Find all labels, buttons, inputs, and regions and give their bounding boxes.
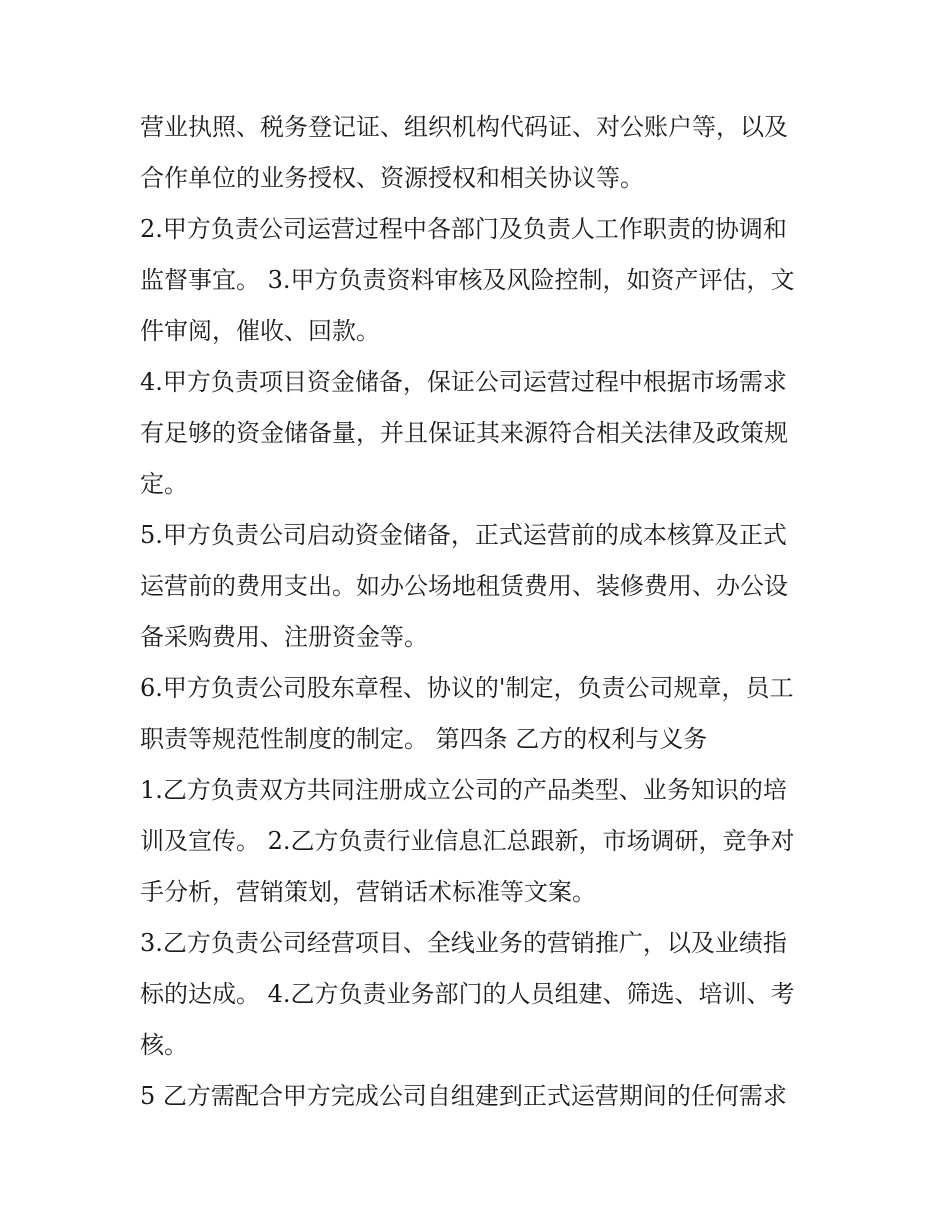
- text-line: 定。: [140, 470, 188, 498]
- document-body: [140, 102, 812, 1122]
- text-line: 1.乙方负责双方共同注册成立公司的产品类型、业务知识的培: [140, 776, 787, 804]
- text-line: 核。: [140, 1031, 188, 1059]
- text-line: 3.乙方负责公司经营项目、全线业务的营销推广，以及业绩指: [140, 929, 787, 957]
- text-line: 营业执照、税务登记证、组织机构代码证、对公账户等，以及: [140, 113, 788, 141]
- text-line: 件审阅，催收、回款。: [140, 317, 380, 345]
- text-line: 5.甲方负责公司启动资金储备，正式运营前的成本核算及正式: [140, 521, 787, 549]
- text-line: 合作单位的业务授权、资源授权和相关协议等。: [140, 164, 644, 192]
- text-line: 有足够的资金储备量，并且保证其来源符合相关法律及政策规: [140, 419, 788, 447]
- text-line: 手分析，营销策划，营销话术标准等文案。: [140, 878, 596, 906]
- text-line: 运营前的费用支出。如办公场地租赁费用、装修费用、办公设: [140, 572, 788, 600]
- text-line: 标的达成。 4.乙方负责业务部门的人员组建、筛选、培训、考: [140, 980, 795, 1008]
- text-line: 监督事宜。 3.甲方负责资料审核及风险控制，如资产评估，文: [140, 266, 795, 294]
- text-line: 训及宣传。 2.乙方负责行业信息汇总跟新，市场调研，竞争对: [140, 827, 795, 855]
- text-line: 5 乙方需配合甲方完成公司自组建到正式运营期间的任何需求: [140, 1082, 787, 1110]
- text-line: 2.甲方负责公司运营过程中各部门及负责人工作职责的协调和: [140, 215, 787, 243]
- text-line: 备采购费用、注册资金等。: [140, 623, 428, 651]
- text-line: 职责等规范性制度的制定。 第四条 乙方的权利与义务: [140, 725, 708, 753]
- text-line: 6.甲方负责公司股东章程、协议的'制定，负责公司规章，员工: [140, 674, 794, 702]
- text-line: 4.甲方负责项目资金储备，保证公司运营过程中根据市场需求: [140, 368, 787, 396]
